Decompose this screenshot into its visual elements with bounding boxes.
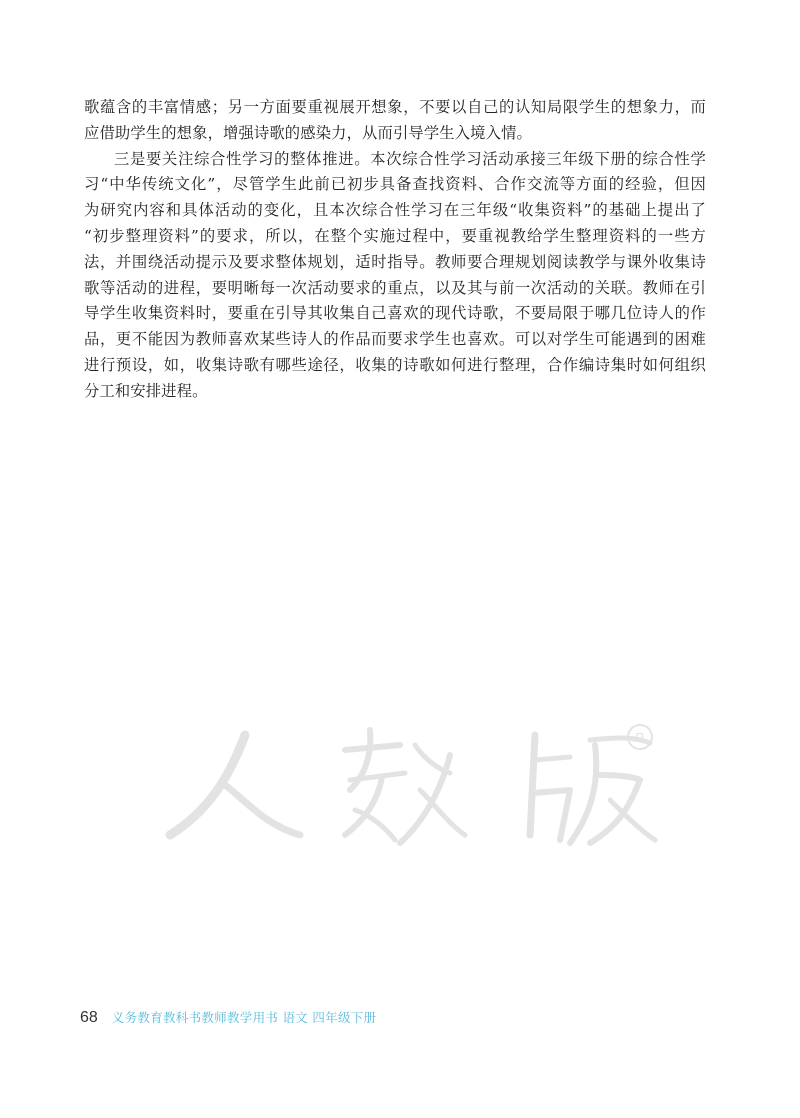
text-line: 导学生收集资料时，要重在引导其收集自己喜欢的现代诗歌，不要局限于哪几位诗人的作 (84, 304, 706, 323)
page-footer (80, 1008, 376, 1032)
text-line: 歌蕴含的丰富情感；另一方面要重视展开想象，不要以自己的认知局限学生的想象力，而 (84, 98, 706, 116)
text-line: 习“中华传统文化”，尽管学生此前已初步具备查找资料、合作交流等方面的经验，但因 (84, 175, 706, 194)
text-line: “初步整理资料”的要求，所以，在整个实施过程中，要重视教给学生整理资料的一些方 (84, 226, 706, 245)
svg-text:R: R (635, 730, 645, 745)
page-number: 68 (80, 1009, 98, 1026)
text-line: 分工和安排进程。 (84, 381, 208, 400)
paragraph-1 (84, 95, 706, 147)
body-text (84, 95, 706, 405)
text-line: 为研究内容和具体活动的变化，且本次综合性学习在三年级“收集资料”的基础上提出了 (84, 201, 706, 220)
book-title: 义务教育教科书教师教学用书 语文 四年级下册 (111, 1010, 377, 1025)
text-line: 法，并围绕活动提示及要求整体规划，适时指导。教师要合理规划阅读教学与课外收集诗 (84, 252, 706, 271)
text-line: 进行预设，如，收集诗歌有哪些途径，收集的诗歌如何进行整理，合作编诗集时如何组织 (84, 355, 706, 374)
text-line: 应借助学生的想象，增强诗歌的感染力，从而引导学生入境入情。 (84, 123, 532, 142)
paragraph-2 (84, 147, 706, 405)
text-line: 歌等活动的进程，要明晰每一次活动要求的重点，以及其与前一次活动的关联。教师在引 (84, 278, 706, 297)
publisher-watermark-logo (150, 715, 670, 855)
text-line: 品，更不能因为教师喜欢某些诗人的作品而要求学生也喜欢。可以对学生可能遇到的困难 (84, 330, 706, 349)
text-line: 三是要关注综合性学习的整体推进。本次综合性学习活动承接三年级下册的综合性学 (114, 149, 706, 168)
